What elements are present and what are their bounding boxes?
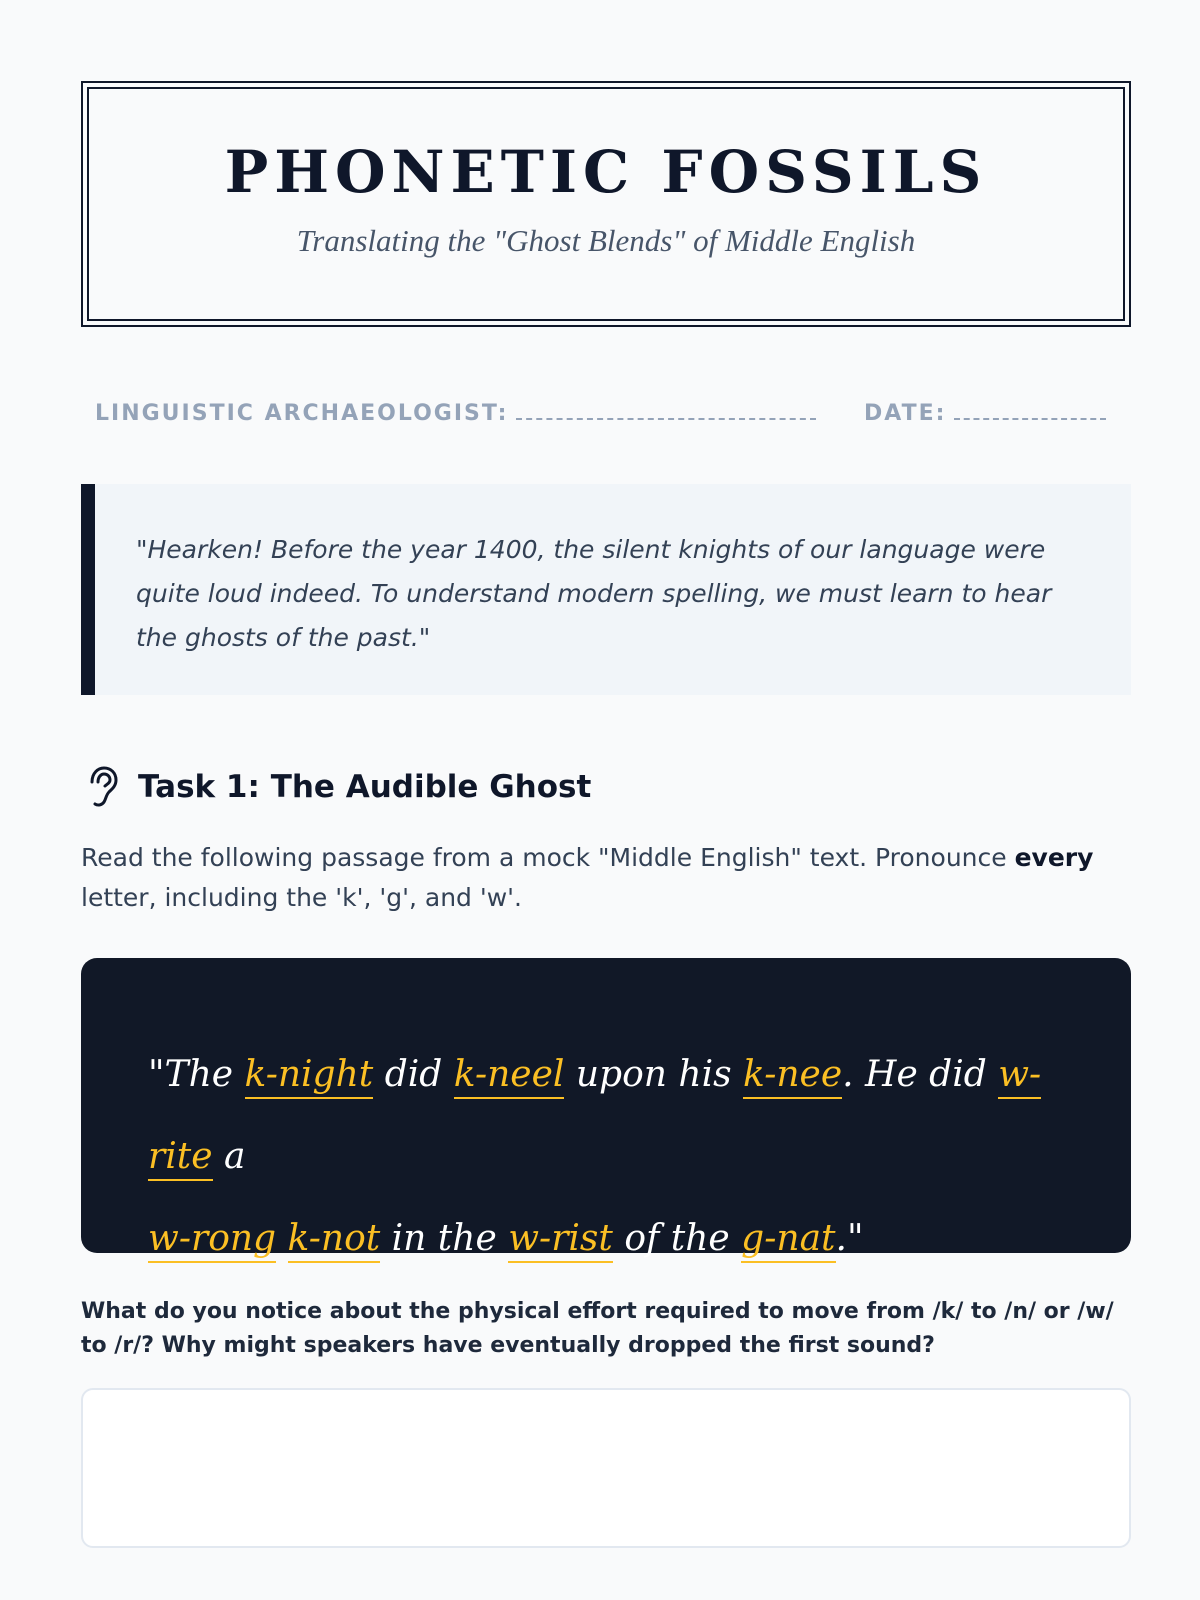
intro-quote-text: "Hearken! Before the year 1400, the silent knights of our language were quite loud indeed. To understand modern spelling, we must learn to hear the ghosts of the past." [136, 535, 1052, 652]
date-blank-line [954, 400, 1106, 420]
ear-icon [84, 766, 120, 808]
intro-quote [81, 484, 1131, 695]
archaeologist-label: LINGUISTIC ARCHAEOLOGIST: [95, 401, 509, 426]
passage-text-segment: . He did [842, 1054, 999, 1095]
task-1-heading [84, 766, 591, 808]
passage-text-segment: ." [835, 1218, 864, 1259]
passage-text-segment: in the [380, 1218, 509, 1259]
middle-english-passage [81, 958, 1131, 1259]
ghost-word: k-nee [743, 1054, 842, 1099]
task-1-question: What do you notice about the physical effort required to move from /k/ to /n/ or /w/ to /r/? Why might speakers have eventually dropped the first sound? [81, 1299, 1114, 1358]
answer-textarea[interactable] [81, 1388, 1131, 1548]
ghost-word: k-not [288, 1218, 381, 1263]
ghost-word: w-rong [148, 1218, 276, 1263]
archaeologist-blank-line [516, 400, 816, 420]
date-label: DATE: [864, 401, 947, 426]
archaeologist-field [95, 400, 816, 425]
date-field [864, 400, 1106, 425]
passage-text [148, 1034, 1081, 1280]
ghost-word: k-neel [454, 1054, 565, 1099]
passage-text-segment: did [373, 1054, 454, 1095]
page-title: PHONETIC FOSSILS [224, 138, 988, 206]
instructions-text: Read the following passage from a mock "Middle English" text. Pronounce [81, 843, 1015, 872]
passage-text-segment: of the [612, 1218, 742, 1259]
ghost-word: g-nat [741, 1218, 835, 1263]
passage-text-segment [276, 1218, 287, 1259]
passage-text-segment: "The [148, 1054, 245, 1095]
ghost-word: w-rist [508, 1218, 613, 1263]
ghost-word: w-rite [148, 1054, 1041, 1181]
title-frame [81, 81, 1131, 327]
ghost-word: k-night [245, 1054, 374, 1099]
passage-text-segment: a [212, 1136, 246, 1177]
passage-text-segment: upon his [564, 1054, 744, 1095]
instructions-text-end: letter, including the 'k', 'g', and 'w'. [81, 883, 523, 912]
instructions-emphasis: every [1014, 843, 1094, 872]
page-subtitle: Translating the "Ghost Blends" of Middle English [296, 223, 916, 258]
task-1-title: Task 1: The Audible Ghost [138, 769, 592, 805]
task-1-instructions [81, 838, 1141, 918]
